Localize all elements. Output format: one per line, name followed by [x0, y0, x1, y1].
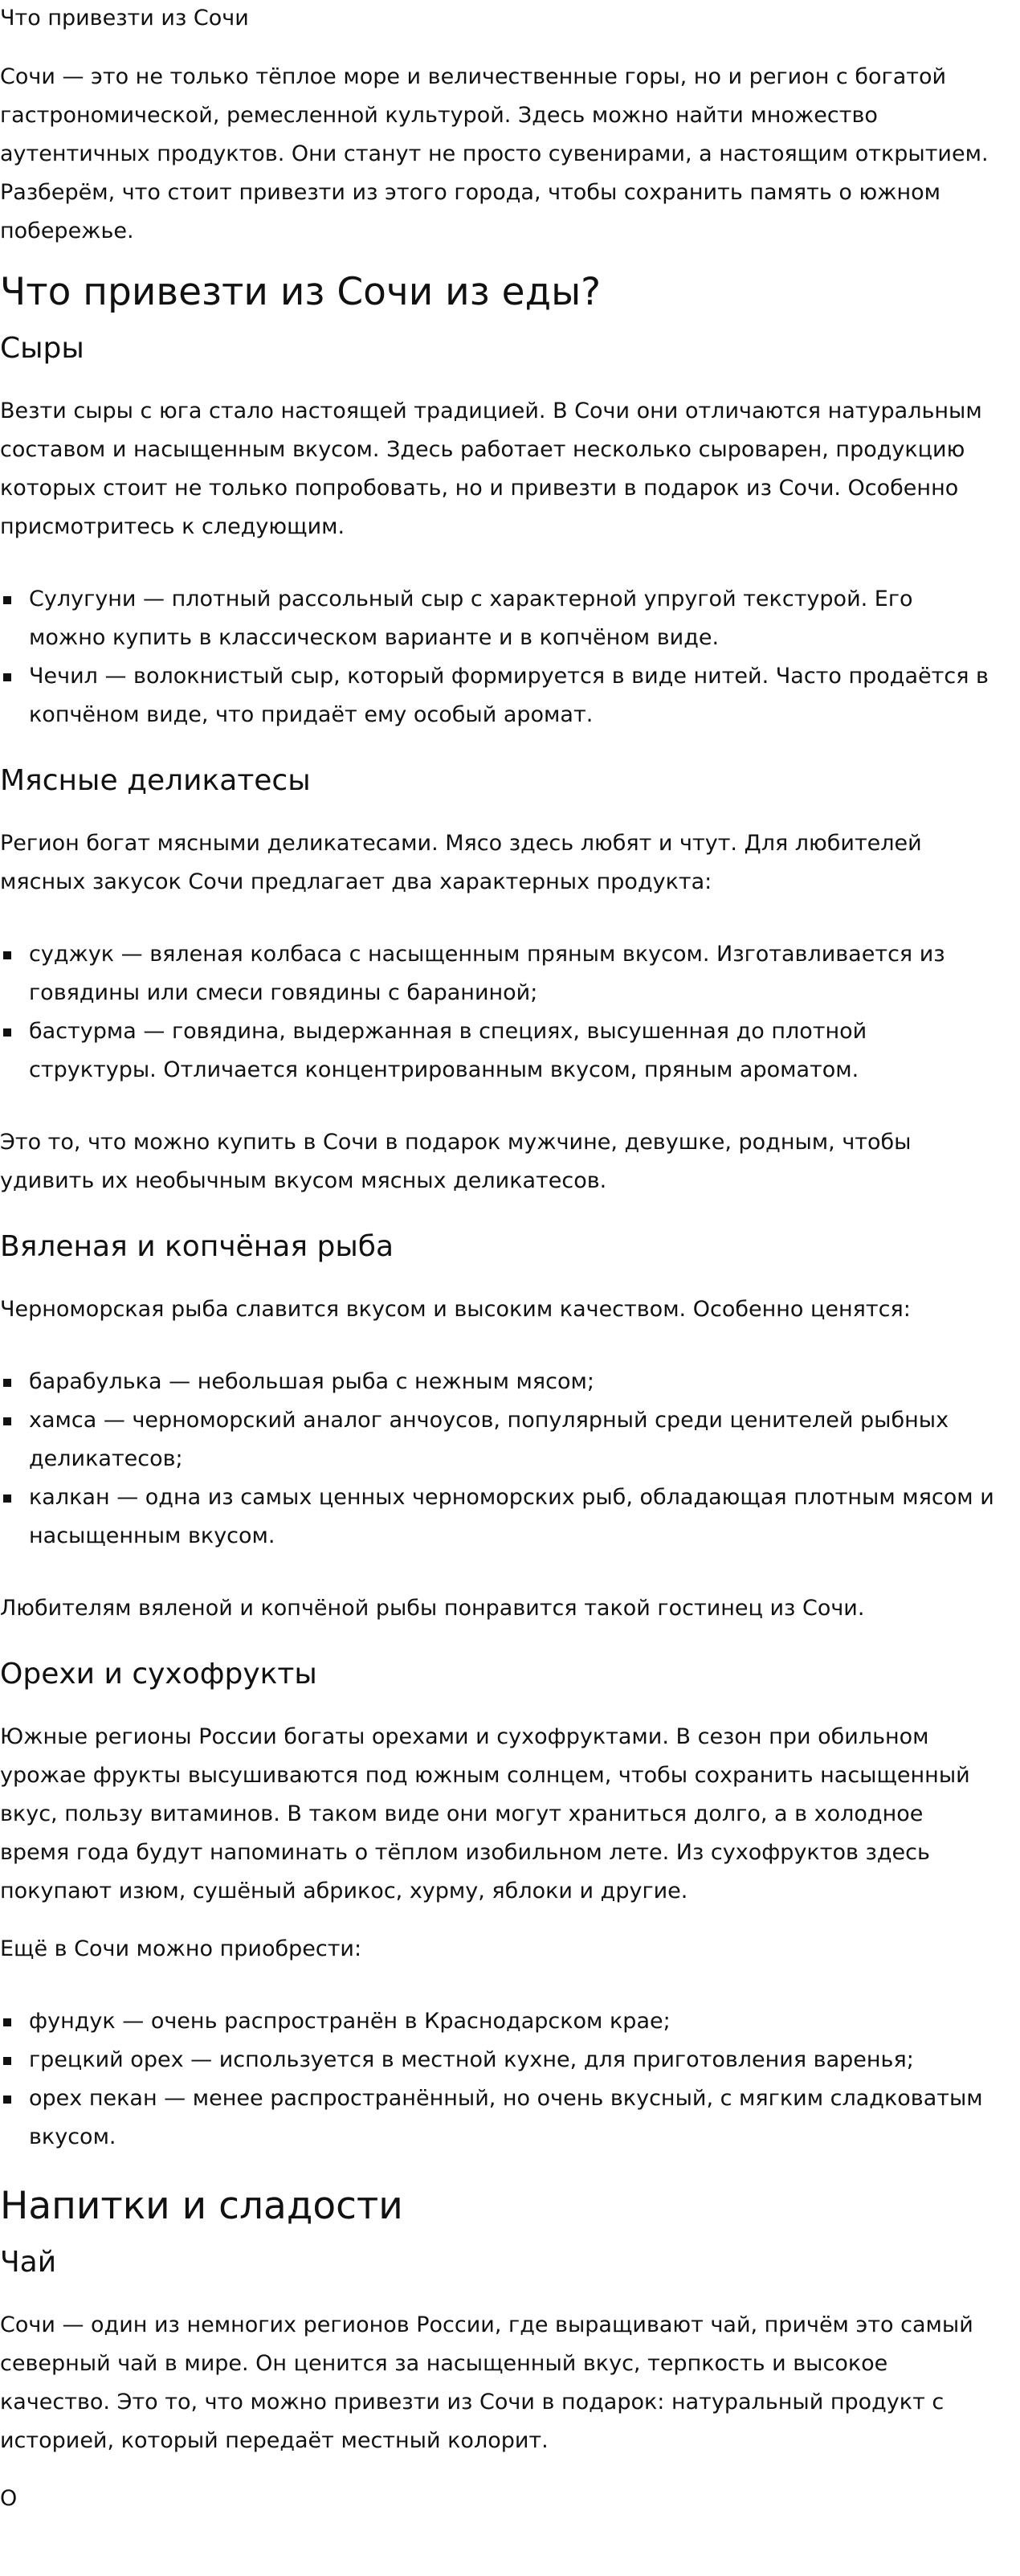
list-item: фундук — очень распространён в Краснодарском крае;	[0, 2002, 996, 2041]
list-meat	[0, 935, 996, 1090]
section-heading-drinks: Напитки и сладости	[0, 2184, 403, 2228]
subheading-meat: Мясные деликатесы	[0, 764, 311, 797]
paragraph-tea: Сочи — один из немногих регионов России, где выращивают чай, причём это самый северный чай в мире. Он ценится за насыщенный вкус, терпкость и высокое качество. Это то, что можно привезти из Сочи в подарок: натуральный продукт с историей, который передаёт местный колорит.	[0, 2312, 973, 2453]
subheading-nuts: Орехи и сухофрукты	[0, 1658, 317, 1691]
list-item: суджук — вяленая колбаса с насыщенным пряным вкусом. Изготавливается из говядины или смеси говядины с бараниной;	[0, 935, 996, 1012]
list-nuts	[0, 2002, 996, 2157]
list-fish	[0, 1363, 996, 1556]
paragraph-nuts-more: Ещё в Сочи можно приобрести:	[0, 1936, 362, 1961]
intro-paragraph: Сочи — это не только тёплое море и величественные горы, но и регион с богатой гастрономической, ремесленной культурой. Здесь можно найти множество аутентичных продуктов. Они станут не просто сувенирами, а настоящим открытием. Разберём, что стоит привезти из этого города, чтобы сохранить память о южном побережье.	[0, 64, 989, 243]
section-heading-food: Что привезти из Сочи из еды?	[0, 270, 602, 314]
subheading-tea: Чай	[0, 2246, 57, 2279]
paragraph-meat-outro: Это то, что можно купить в Сочи в подарок мужчине, девушке, родным, чтобы удивить их необычным вкусом мясных деликатесов.	[0, 1130, 912, 1193]
list-item: барабулька — небольшая рыба с нежным мясом;	[0, 1363, 996, 1401]
subheading-cheese: Сыры	[0, 332, 84, 365]
page-title-breadcrumb: Что привезти из Сочи	[0, 6, 249, 31]
list-item: орех пекан — менее распространённый, но очень вкусный, с мягким сладковатым вкусом.	[0, 2079, 996, 2157]
paragraph-next-fragment: О	[0, 2486, 18, 2511]
list-item: калкан — одна из самых ценных черноморских рыб, обладающая плотным мясом и насыщенным вкусом.	[0, 1478, 996, 1556]
list-item: грецкий орех — используется в местной кухне, для приготовления варенья;	[0, 2041, 996, 2079]
list-item: хамса — черноморский аналог анчоусов, популярный среди ценителей рыбных деликатесов;	[0, 1401, 996, 1478]
paragraph-meat: Регион богат мясными деликатесами. Мясо здесь любят и чтут. Для любителей мясных закусок Сочи предлагает два характерных продукта:	[0, 831, 922, 894]
list-item: Сулугуни — плотный рассольный сыр с характерной упругой текстурой. Его можно купить в классическом варианте и в копчёном виде.	[0, 580, 996, 657]
paragraph-fish-outro: Любителям вяленой и копчёной рыбы понравится такой гостинец из Сочи.	[0, 1596, 865, 1621]
paragraph-fish: Черноморская рыба славится вкусом и высоким качеством. Особенно ценятся:	[0, 1297, 911, 1322]
list-cheese	[0, 580, 996, 734]
paragraph-cheese: Везти сыры с юга стало настоящей традицией. В Сочи они отличаются натуральным составом и насыщенным вкусом. Здесь работает несколько сыроварен, продукцию которых стоит не только попробовать, но и привезти в подарок из Сочи. Особенно присмотритесь к следующим.	[0, 399, 982, 539]
list-item: бастурма — говядина, выдержанная в специях, высушенная до плотной структуры. Отличается концентрированным вкусом, пряным ароматом.	[0, 1012, 996, 1090]
paragraph-nuts: Южные регионы России богаты орехами и сухофруктами. В сезон при обильном урожае фрукты высушиваются под южным солнцем, чтобы сохранить насыщенный вкус, пользу витаминов. В таком виде они могут храниться долго, а в холодное время года будут напоминать о тёплом изобильном лете. Из сухофруктов здесь покупают изюм, сушёный абрикос, хурму, яблоки и другие.	[0, 1724, 970, 1903]
subheading-fish: Вяленая и копчёная рыба	[0, 1230, 394, 1263]
list-item: Чечил — волокнистый сыр, который формируется в виде нитей. Часто продаётся в копчёном виде, что придаёт ему особый аромат.	[0, 657, 996, 734]
